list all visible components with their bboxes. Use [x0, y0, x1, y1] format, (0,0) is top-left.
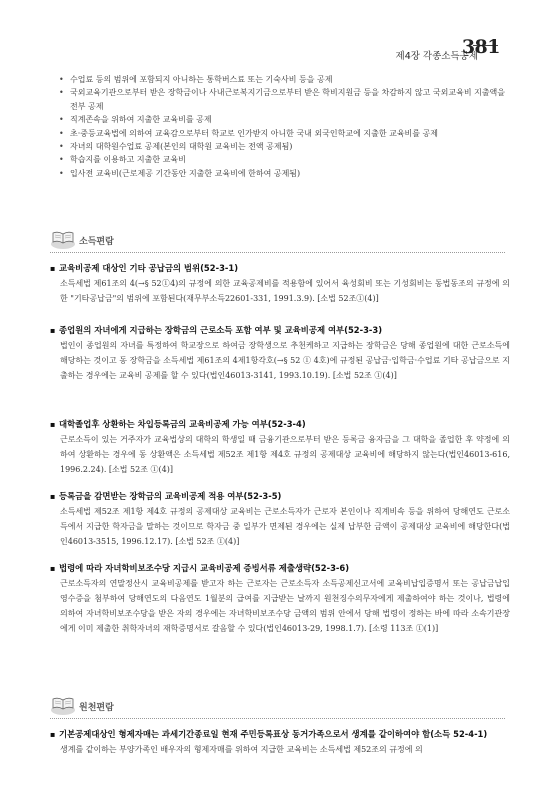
list-item: • 학습지를 이용하고 지출한 교육비 [58, 153, 505, 166]
entry-body: 소득세법 제61조의 4(→§ 52①4)의 규정에 의한 교육공제비를 적용함에 있어서 육성회비 또는 기성회비는 동법동조의 규정에 의한 "기타공납금"의 범위에 포함된다(재무부소득22601-331, 1991.3.9). [소법 52조①(4)] [60, 279, 510, 303]
entry-title: ▪ 등록금을 감면받는 장학금의 교육비공제 적용 여부(52-3-5) [50, 490, 510, 503]
list-item: • 수업료 등의 범위에 포함되지 아니하는 통학버스료 또는 기숙사비 등을 공제 [58, 73, 505, 86]
list-item: • 국외교육기관으로부터 받은 장학금이나 사내근로복지기금으로부터 받은 학비지원금 등을 차감하지 않고 국외교육비 지출액을 전부 공제 [58, 86, 505, 113]
list-item: • 입사전 교육비(근로제공 기간동안 지출한 교육비에 한하여 공제됨) [58, 167, 505, 180]
list-item: • 직계존속을 위하여 지출한 교육비를 공제 [58, 113, 505, 126]
section-heading-woncheon [50, 694, 505, 718]
top-bullet-list [58, 73, 505, 180]
entry-5 [50, 562, 510, 636]
entry-4 [50, 490, 510, 549]
page-number: 381 [461, 36, 500, 58]
chapter-title: 제4장 각종소득공제 [395, 51, 478, 62]
section-title: 원천편람 [79, 703, 114, 713]
section-title: 소득편람 [79, 237, 114, 247]
entry-body: 근로소득자의 연말정산시 교육비공제를 받고자 하는 근로자는 근로소득자 소득공제신고서에 교육비납입증명서 또는 공납금납입영수증을 첨부하여 당해연도의 다음연도 1월분의 급여를 지급받는 날까지 원천징수의무자에게 제출하여야 하는 것이나, 법령에 의하여 자녀학비보조수당을 받은 자의 경우에는 자녀학비보조수당 금액의 범위 안에서 당해 법령이 정하는 바에 따라 소속기관장에게 이미 제출한 취학자녀의 재학증명서로 갈음할 수 있다(법인46013-29, 1998.1.7). [소령 113조 ①(1)] [60, 579, 510, 633]
list-item: • 초·중등교육법에 의하여 교육감으로부터 학교로 인가받지 아니한 국내 외국인학교에 지출한 교육비를 공제 [58, 127, 505, 140]
entry-body: 소득세법 제52조 제1항 제4호 규정의 공제대상 교육비는 근로소득자가 근로자 본인이나 직계비속 등을 위하여 당해연도 근로소득에서 지급한 학자금을 말하는 것이므로 학자금 중 일부가 면제된 경우에는 실제 납부한 금액이 공제대상 교육비에 해당한다(법인46013-3515, 1996.12.17). [소법 52조 ①(4)] [60, 507, 510, 546]
entry-title: ▪ 교육비공제 대상인 기타 공납금의 범위(52-3-1) [50, 262, 510, 275]
entry-title: ▪ 대학졸업후 상환하는 차입등록금의 교육비공제 가능 여부(52-3-4) [50, 418, 510, 431]
section-divider [50, 252, 505, 254]
section-divider [50, 718, 505, 720]
entry-body: 생계를 같이하는 부양가족인 배우자의 형제자매를 위하여 지급한 교육비는 소득세법 제52조의 규정에 의 [60, 745, 423, 754]
entry-6 [50, 728, 510, 757]
entry-body: 법인이 종업원의 자녀를 특정하여 학교장으로 하여금 장학생으로 추천케하고 지급하는 장학금은 당해 종업원에 대한 근로소득에 해당하는 것이고 동 장학금을 소득세법 제61조의 4제1항각호(→§ 52 ① 4호)에 규정된 공납금·입학금·수업료 기타 공납금으로 지출하는 경우에는 교육비 공제를 할 수 있다(법인46013-3141, 1993.10.19). [소법 52조 ①(4)] [60, 341, 510, 380]
entry-title: ▪ 법령에 따라 자녀학비보조수당 지급시 교육비공제 증빙서류 제출생략(52-3-6) [50, 562, 510, 575]
entry-2 [50, 324, 510, 383]
section-heading-sodeuk [50, 228, 505, 252]
page-header [0, 0, 550, 70]
open-book-icon [50, 228, 76, 250]
entry-title: ▪ 종업원의 자녀에게 지급하는 장학금의 근로소득 포함 여부 및 교육비공제 여부(52-3-3) [50, 324, 510, 337]
entry-body: 근로소득이 있는 거주자가 교육법상의 대학의 학생일 때 금융기관으로부터 받은 등록금 융자금을 그 대학을 졸업한 후 약정에 의하여 상환하는 경우에 동 상환액은 소득세법 제52조 제1항 제4호 규정의 공제대상 교육비에 해당하지 않는다(법인46013-616, 1996.2.24). [소법 52조 ①(4)] [60, 435, 510, 474]
entry-3 [50, 418, 510, 477]
entry-title: ▪ 기본공제대상인 형제자매는 과세기간종료일 현재 주민등록표상 동거가족으로서 생계를 같이하여야 함(소득 52-4-1) [50, 728, 510, 741]
entry-1 [50, 262, 510, 306]
open-book-icon [50, 694, 76, 716]
list-item: • 자녀의 대학원수업료 공제(본인의 대학원 교육비는 전액 공제됨) [58, 140, 505, 153]
